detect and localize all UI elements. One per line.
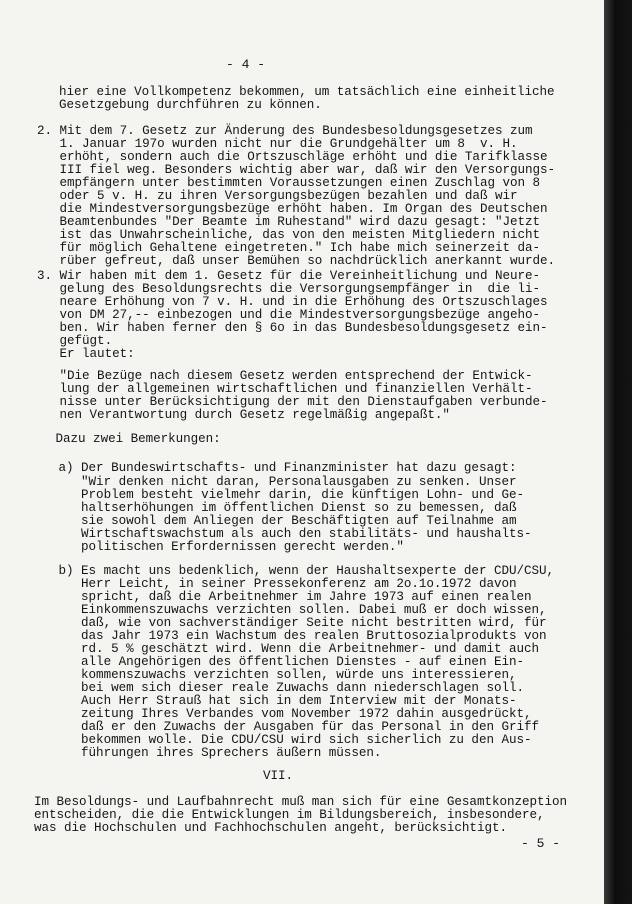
page-number-bottom: - 5 -: [521, 836, 561, 851]
text-line: sie sowohl dem Anliegen der Beschäftigten auf Teilnahme am: [36, 514, 517, 528]
text-line: haltserhöhungen im öffentlichen Dienst so zu bemessen, daß: [36, 501, 517, 515]
text-line: III fiel weg. Besonders wichtig aber war, daß wir den Versorgungs-: [37, 163, 556, 177]
text-line: daß er den Zuwachs der Ausgaben für das Personal in den Griff: [36, 720, 540, 734]
text-line: nen Verantwortung durch Gesetz regelmäßig angepaßt.": [37, 408, 450, 422]
text-line: Problem besteht vielmehr darin, die künftigen Lohn- und Ge-: [36, 488, 524, 502]
text-line: gefügt.: [37, 334, 113, 348]
text-line: ben. Wir haben ferner den § 6o in das Bundesbesoldungsgesetz ein-: [37, 321, 548, 335]
text-line: für möglich Gehaltene eingetreten." Ich habe mich seinerzeit da-: [37, 241, 541, 255]
text-line: ist das Unwahrscheinliche, das von den meisten Mitgliedern nicht: [37, 228, 541, 242]
scan-edge: [604, 0, 632, 904]
text-line: empfängern unter bestimmten Voraussetzungen einen Zuschlag von 8: [37, 176, 541, 190]
page-number-top: - 4 -: [226, 57, 266, 72]
text-line: kommenszuwachs verzichten sollen, würde uns interessieren,: [36, 668, 517, 682]
text-line: "Die Bezüge nach diesem Gesetz werden entsprechend der Entwick-: [37, 369, 533, 383]
text-line: alle Angehörigen des öffentlichen Dienstes - auf einen Ein-: [36, 655, 524, 669]
text-line: Wirtschaftswachstum als auch den stabilitäts- und haushalts-: [36, 527, 532, 541]
text-line: gelung des Besoldungsrechts die Versorgungsempfänger in die li-: [37, 282, 541, 296]
text-line: die Mindestversorgungsbezüge erhöht haben. Im Organ des Deutschen: [37, 202, 548, 216]
text-line: b) Es macht uns bedenklich, wenn der Haushaltsexperte der CDU/CSU,: [36, 564, 555, 578]
text-line: 1. Januar 197o wurden nicht nur die Grundgehälter um 8 v. H.: [37, 137, 518, 151]
text-line: zeitung Ihres Verbandes vom November 1972 dahin ausgedrückt,: [36, 707, 532, 721]
text-line: oder 5 v. H. zu ihren Versorgungsbezügen bezahlen und daß wir: [37, 189, 518, 203]
section-heading: VII.: [263, 769, 294, 783]
text-line: rd. 5 % geschätzt wird. Wenn die Arbeitnehmer- und damit auch: [36, 642, 540, 656]
text-line: politischen Erfordernissen gerecht werden.": [36, 540, 404, 554]
text-line: daß, wie von sachverständiger Seite nicht bestritten wird, für: [36, 616, 547, 630]
text-line: nisse unter Berücksichtigung der mit den Dienstaufgaben verbunde-: [37, 395, 548, 409]
text-line: 2. Mit dem 7. Gesetz zur Änderung des Bundesbesoldungsgesetzes zum: [37, 124, 533, 138]
text-line: Dazu zwei Bemerkungen:: [33, 432, 221, 446]
text-line: neare Erhöhung von 7 v. H. und in die Erhöhung des Ortszuschlages: [37, 295, 548, 309]
text-line: Herr Leicht, in seiner Pressekonferenz am 2o.1o.1972 davon: [36, 577, 517, 591]
text-line: Auch Herr Strauß hat sich in dem Interview mit der Monats-: [36, 694, 517, 708]
text-line: Einkommenszuwachs verzichten sollen. Dabei muß er doch wissen,: [36, 603, 547, 617]
text-line: Beamtenbundes "Der Beamte im Ruhestand" wird dazu gesagt: "Jetzt: [37, 215, 541, 229]
text-line: bekommen wolle. Die CDU/CSU wird sich sicherlich zu den Aus-: [36, 733, 532, 747]
text-line: a) Der Bundeswirtschafts- und Finanzminister hat dazu gesagt:: [36, 461, 517, 475]
text-line: spricht, daß die Arbeitnehmer im Jahre 1973 auf einen realen: [36, 590, 532, 604]
text-line: rüber gefreut, daß unser Bemühen so nachdrücklich anerkannt wurde.: [37, 254, 556, 268]
text-line: führungen ihres Sprechers äußern müssen.: [36, 746, 382, 760]
text-line: lung der allgemeinen wirtschaftlichen und finanziellen Verhält-: [37, 382, 533, 396]
text-line: erhöht, sondern auch die Ortszuschläge erhöht und die Tarifklasse: [37, 150, 548, 164]
text-line: bei wem sich dieser reale Zuwachs dann niederschlagen soll.: [36, 681, 524, 695]
text-line: was die Hochschulen und Fachhochschulen angeht, berücksichtigt.: [34, 821, 507, 835]
text-line: Im Besoldungs- und Laufbahnrecht muß man sich für eine Gesamtkonzeption: [34, 795, 568, 809]
text-line: Gesetzgebung durchführen zu können.: [59, 98, 322, 112]
text-line: das Jahr 1973 ein Wachstum des realen Bruttosozialprodukts von: [36, 629, 547, 643]
text-line: 3. Wir haben mit dem 1. Gesetz für die Vereinheitlichung und Neure-: [37, 269, 541, 283]
text-line: von DM 27,-- einbezogen und die Mindestversorgungsbezüge angeho-: [37, 308, 541, 322]
text-line: Er lautet:: [37, 347, 135, 361]
text-line: entscheiden, die die Entwicklungen im Bildungsbereich, insbesondere,: [34, 808, 545, 822]
text-line: "Wir denken nicht daran, Personalausgaben zu senken. Unser: [36, 475, 517, 489]
text-line: hier eine Vollkompetenz bekommen, um tatsächlich eine einheitliche: [59, 85, 555, 99]
